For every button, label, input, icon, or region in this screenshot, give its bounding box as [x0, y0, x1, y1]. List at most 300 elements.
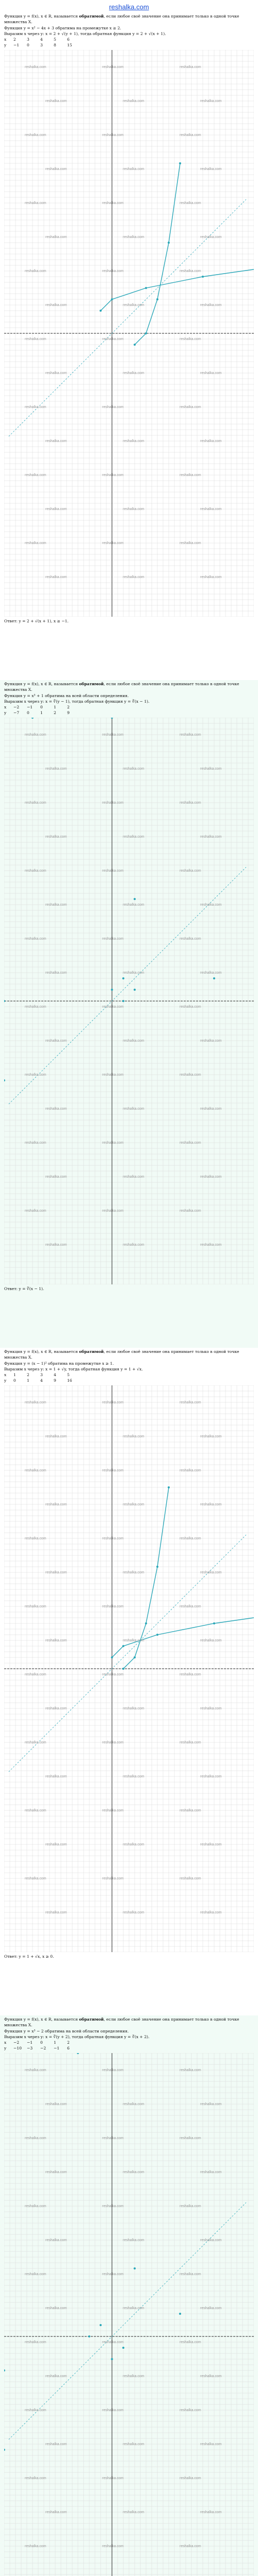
value-table-row: [4, 2040, 254, 2045]
watermark: reshalka.com: [25, 133, 46, 137]
value-table-cell: −2: [13, 705, 20, 709]
watermark: reshalka.com: [102, 1673, 124, 1676]
problem-block: [0, 680, 258, 1348]
watermark: reshalka.com: [102, 2409, 124, 2412]
watermark: reshalka.com: [102, 133, 124, 137]
definition-tail: , если любое своё значение она принимает только в одной точке множества X.: [4, 682, 239, 692]
watermark: reshalka.com: [25, 2273, 46, 2276]
watermark: reshalka.com: [45, 371, 67, 375]
watermark: reshalka.com: [45, 767, 67, 771]
definition-tail: , если любое своё значение она принимает только в одной точке множества X.: [4, 2017, 239, 2027]
watermark: reshalka.com: [200, 167, 222, 171]
watermark: reshalka.com: [45, 2239, 67, 2242]
watermark: reshalka.com: [102, 869, 124, 873]
watermark: reshalka.com: [25, 2545, 46, 2548]
function-graph: [4, 718, 254, 1284]
watermark: reshalka.com: [123, 2307, 144, 2310]
watermark: reshalka.com: [45, 835, 67, 839]
watermark: reshalka.com: [25, 1809, 46, 1812]
watermark: reshalka.com: [102, 473, 124, 477]
watermark: reshalka.com: [25, 1537, 46, 1540]
watermark: reshalka.com: [180, 405, 201, 409]
watermark: reshalka.com: [123, 303, 144, 307]
solution-line2: Выразим x через y: x = 1 + √y, тогда обратная функция y = 1 + √x.: [4, 1366, 143, 1371]
value-table-cell: 1: [54, 705, 56, 709]
watermark: reshalka.com: [200, 235, 222, 239]
value-table-cell: −1: [54, 2046, 60, 2050]
curve-point: [111, 989, 113, 991]
watermark: reshalka.com: [180, 133, 201, 137]
value-table-row: [4, 2046, 254, 2051]
curve-point: [134, 2267, 136, 2269]
watermark: reshalka.com: [180, 2069, 201, 2072]
watermark: reshalka.com: [123, 1843, 144, 1846]
watermark: reshalka.com: [25, 1741, 46, 1744]
value-table-cell: −3: [27, 2046, 33, 2050]
watermark: reshalka.com: [25, 405, 46, 409]
watermark: reshalka.com: [200, 1911, 222, 1914]
watermark: reshalka.com: [25, 937, 46, 941]
graph-canvas: [4, 2053, 254, 2576]
curve-point: [4, 1079, 5, 1081]
curve-point: [202, 276, 204, 278]
value-table-row: [4, 37, 254, 42]
curve-point: [88, 2335, 90, 2337]
watermark: reshalka.com: [200, 2239, 222, 2242]
value-table-cell: 0: [40, 2040, 43, 2045]
watermark: reshalka.com: [45, 235, 67, 239]
symmetry-line: [9, 2202, 246, 2439]
curve-point: [156, 298, 158, 300]
watermark: reshalka.com: [123, 1571, 144, 1574]
value-table-cell: 9: [54, 1378, 56, 1383]
watermark: reshalka.com: [102, 2137, 124, 2140]
definition-lead: Функция y = f(x), x ∈ R, называется: [4, 1349, 78, 1354]
solution-line1: Функция y = x³ + 1 обратима на всей области определения.: [4, 693, 129, 698]
value-table-cell: −1: [27, 705, 33, 709]
watermark: reshalka.com: [25, 801, 46, 805]
definition-term: обратимой: [79, 2017, 104, 2022]
definition-text: [4, 14, 254, 25]
curve-point: [4, 2449, 5, 2451]
watermark: reshalka.com: [200, 99, 222, 103]
watermark: reshalka.com: [45, 1707, 67, 1710]
value-table-cell: 15: [67, 43, 72, 47]
watermark: reshalka.com: [102, 1809, 124, 1812]
definition-tail: , если любое своё значение она принимает только в одной точке множества X.: [4, 1349, 239, 1360]
watermark: reshalka.com: [25, 2137, 46, 2140]
value-table-cell: 4: [40, 37, 43, 42]
value-table-cell: 16: [67, 1378, 72, 1383]
curve-point: [111, 718, 113, 719]
watermark: reshalka.com: [180, 2205, 201, 2208]
watermark: reshalka.com: [45, 2375, 67, 2378]
watermark: reshalka.com: [200, 2307, 222, 2310]
watermark: reshalka.com: [45, 2511, 67, 2514]
curve-point: [122, 1000, 124, 1002]
definition-text: [4, 1349, 254, 1360]
definition-text: [4, 2017, 254, 2028]
value-table-cell: 1: [13, 1372, 16, 1377]
watermark: reshalka.com: [102, 541, 124, 545]
value-table-cell: 2: [54, 710, 56, 715]
watermark: reshalka.com: [25, 337, 46, 341]
watermark: reshalka.com: [102, 2205, 124, 2208]
value-table-cell: 8: [54, 43, 56, 47]
value-table-cell: 4: [40, 1378, 43, 1383]
value-table-cell: 2: [67, 2040, 70, 2045]
watermark: reshalka.com: [180, 869, 201, 873]
curve-point: [213, 1622, 215, 1624]
watermark: reshalka.com: [200, 1503, 222, 1506]
watermark: reshalka.com: [123, 835, 144, 839]
value-table-row: [4, 710, 254, 716]
answer-text: Ответ: y = 1 + √x, x ≥ 0.: [4, 1954, 54, 1959]
watermark: reshalka.com: [45, 2171, 67, 2174]
watermark: reshalka.com: [25, 733, 46, 737]
watermark: reshalka.com: [102, 1401, 124, 1404]
value-table-row: [4, 1372, 254, 1378]
watermark: reshalka.com: [25, 1209, 46, 1213]
curve-point: [111, 1656, 113, 1658]
value-table-cell: −7: [13, 710, 20, 715]
problem-block: [0, 1348, 258, 2015]
curve-point: [122, 1645, 124, 1647]
value-table-row: [4, 705, 254, 710]
watermark: reshalka.com: [123, 1175, 144, 1179]
watermark: reshalka.com: [102, 733, 124, 737]
watermark: reshalka.com: [180, 1673, 201, 1676]
watermark: reshalka.com: [123, 99, 144, 103]
value-table-cell: 9: [67, 710, 70, 715]
site-link[interactable]: reshalka.com: [109, 3, 149, 11]
value-table-cell: 3: [27, 37, 29, 42]
value-table-cell: 5: [67, 1372, 70, 1377]
watermark: reshalka.com: [180, 541, 201, 545]
curve-point: [31, 718, 34, 719]
watermark: reshalka.com: [102, 1741, 124, 1744]
curve-point: [111, 298, 113, 300]
watermark: reshalka.com: [102, 1073, 124, 1077]
watermark: reshalka.com: [180, 2545, 201, 2548]
watermark: reshalka.com: [180, 337, 201, 341]
curve-point: [168, 242, 170, 244]
value-table-head: x: [4, 37, 7, 42]
watermark: reshalka.com: [25, 1005, 46, 1009]
watermark: reshalka.com: [123, 1243, 144, 1247]
watermark: reshalka.com: [45, 507, 67, 511]
value-table-cell: 2: [67, 705, 70, 709]
curve-point: [156, 1566, 158, 1568]
curve-point: [100, 310, 102, 312]
watermark: reshalka.com: [200, 1039, 222, 1043]
watermark: reshalka.com: [180, 1877, 201, 1880]
definition-lead: Функция y = f(x), x ∈ R, называется: [4, 682, 78, 686]
watermark: reshalka.com: [45, 903, 67, 907]
watermark: reshalka.com: [180, 2137, 201, 2140]
value-table-cell: 6: [67, 37, 70, 42]
value-table-head: y: [4, 2046, 7, 2050]
watermark: reshalka.com: [123, 1775, 144, 1778]
watermark: reshalka.com: [180, 2477, 201, 2480]
watermark: reshalka.com: [25, 473, 46, 477]
watermark: reshalka.com: [123, 2239, 144, 2242]
answer-text: Ответ: y = ∛(x − 1).: [4, 1286, 44, 1291]
watermark: reshalka.com: [180, 733, 201, 737]
watermark: reshalka.com: [102, 1537, 124, 1540]
solution-line2: Выразим x через y: x = 2 + √(y + 1), тогда обратная функция y = 2 + √(x + 1).: [4, 31, 166, 36]
watermark: reshalka.com: [25, 269, 46, 273]
watermark: reshalka.com: [200, 1435, 222, 1438]
symmetry-line: [9, 867, 246, 1104]
watermark: reshalka.com: [25, 65, 46, 69]
watermark: reshalka.com: [45, 99, 67, 103]
watermark: reshalka.com: [200, 2103, 222, 2106]
value-table-cell: 2: [27, 1372, 29, 1377]
watermark: reshalka.com: [25, 201, 46, 205]
watermark: reshalka.com: [180, 1809, 201, 1812]
curve-point: [4, 2369, 5, 2371]
definition-text: [4, 682, 254, 692]
watermark: reshalka.com: [200, 1107, 222, 1111]
watermark: reshalka.com: [200, 507, 222, 511]
watermark: reshalka.com: [102, 1141, 124, 1145]
watermark: reshalka.com: [45, 2443, 67, 2446]
watermark: reshalka.com: [45, 1775, 67, 1778]
watermark: reshalka.com: [25, 2409, 46, 2412]
watermark: reshalka.com: [123, 2103, 144, 2106]
watermark: reshalka.com: [102, 1005, 124, 1009]
value-table-cell: 1: [54, 2040, 56, 2045]
value-table-cell: −10: [13, 2046, 22, 2050]
curve-point: [122, 2347, 124, 2349]
watermark: reshalka.com: [45, 2103, 67, 2106]
watermark: reshalka.com: [45, 971, 67, 975]
watermark: reshalka.com: [102, 65, 124, 69]
curve-point: [134, 1656, 136, 1658]
watermark: reshalka.com: [45, 575, 67, 579]
watermark: reshalka.com: [102, 405, 124, 409]
solution-line1: Функция y = x² − 4x + 3 обратима на промежутке x ≥ 2.: [4, 26, 121, 30]
watermark: reshalka.com: [102, 1209, 124, 1213]
curve-point: [179, 162, 181, 164]
watermark: reshalka.com: [200, 903, 222, 907]
value-table-cell: 6: [67, 2046, 70, 2050]
watermark: reshalka.com: [180, 1073, 201, 1077]
watermark: reshalka.com: [45, 1039, 67, 1043]
watermark: reshalka.com: [200, 2511, 222, 2514]
watermark: reshalka.com: [180, 801, 201, 805]
watermark: reshalka.com: [180, 1537, 201, 1540]
definition-term: обратимой: [79, 14, 104, 19]
value-table-cell: 3: [40, 43, 43, 47]
problem-block: [0, 12, 258, 680]
value-table-head: y: [4, 43, 7, 47]
watermark: reshalka.com: [123, 371, 144, 375]
answer-text: Ответ: y = 2 + √(x + 1), x ≥ −1.: [4, 619, 69, 623]
value-table-cell: 3: [40, 1372, 43, 1377]
watermark: reshalka.com: [25, 2341, 46, 2344]
watermark: reshalka.com: [123, 1107, 144, 1111]
watermark: reshalka.com: [200, 1775, 222, 1778]
definition-lead: Функция y = f(x), x ∈ R, называется: [4, 14, 78, 19]
solution-line1: Функция y = (x − 1)² обратима на промежутке x ≥ 1.: [4, 1361, 114, 1366]
value-table-head: y: [4, 710, 7, 715]
watermark: reshalka.com: [123, 1435, 144, 1438]
watermark: reshalka.com: [200, 835, 222, 839]
value-table-cell: 2: [13, 37, 16, 42]
curve-point: [122, 1668, 124, 1670]
symmetry-line: [9, 199, 246, 436]
value-table-cell: 1: [27, 1378, 29, 1383]
value-table-cell: −2: [40, 2046, 46, 2050]
watermark: reshalka.com: [200, 1571, 222, 1574]
watermark: reshalka.com: [123, 575, 144, 579]
curve-point: [134, 989, 136, 991]
watermark: reshalka.com: [123, 2375, 144, 2378]
watermark: reshalka.com: [123, 1039, 144, 1043]
watermark: reshalka.com: [102, 937, 124, 941]
value-table-head: y: [4, 1378, 7, 1383]
definition-lead: Функция y = f(x), x ∈ R, называется: [4, 2017, 78, 2022]
watermark: reshalka.com: [200, 767, 222, 771]
curve-point: [168, 1486, 170, 1488]
watermark: reshalka.com: [180, 1741, 201, 1744]
watermark: reshalka.com: [200, 1243, 222, 1247]
watermark: reshalka.com: [45, 1243, 67, 1247]
symmetry-line: [9, 1535, 246, 1772]
value-table-cell: 0: [40, 705, 43, 709]
watermark: reshalka.com: [102, 2545, 124, 2548]
curve-point: [213, 977, 215, 979]
value-table-head: x: [4, 2040, 7, 2045]
watermark: reshalka.com: [200, 575, 222, 579]
watermark: reshalka.com: [200, 1175, 222, 1179]
watermark: reshalka.com: [123, 167, 144, 171]
watermark: reshalka.com: [200, 371, 222, 375]
watermark: reshalka.com: [102, 337, 124, 341]
watermark: reshalka.com: [45, 167, 67, 171]
value-table-cell: −2: [13, 2040, 20, 2045]
curve-point: [145, 332, 147, 334]
curve-point: [134, 344, 136, 346]
watermark: reshalka.com: [45, 1435, 67, 1438]
watermark: reshalka.com: [123, 1639, 144, 1642]
value-table-head: x: [4, 705, 7, 709]
watermark: reshalka.com: [180, 1469, 201, 1472]
watermark: reshalka.com: [102, 2477, 124, 2480]
value-table-cell: −1: [13, 43, 20, 47]
watermark: reshalka.com: [200, 1639, 222, 1642]
watermark: reshalka.com: [45, 1503, 67, 1506]
watermark: reshalka.com: [102, 801, 124, 805]
watermark: reshalka.com: [25, 2069, 46, 2072]
watermark: reshalka.com: [102, 201, 124, 205]
curve-point: [100, 2324, 102, 2326]
watermark: reshalka.com: [123, 507, 144, 511]
watermark: reshalka.com: [123, 2443, 144, 2446]
watermark: reshalka.com: [123, 767, 144, 771]
watermark: reshalka.com: [25, 1673, 46, 1676]
function-graph: [4, 2053, 254, 2576]
value-table-cell: 0: [27, 43, 29, 47]
curve-point: [111, 2358, 113, 2360]
value-table-cell: −1: [27, 2040, 33, 2045]
watermark: reshalka.com: [45, 1107, 67, 1111]
solution-line2: Выразим x через y: x = ∛(y − 1), тогда обратная функция y = ∛(x − 1).: [4, 699, 150, 704]
value-table-head: x: [4, 1372, 7, 1377]
watermark: reshalka.com: [45, 2307, 67, 2310]
watermark: reshalka.com: [25, 1141, 46, 1145]
watermark: reshalka.com: [25, 869, 46, 873]
watermark: reshalka.com: [200, 2171, 222, 2174]
watermark: reshalka.com: [25, 1877, 46, 1880]
watermark: reshalka.com: [180, 2273, 201, 2276]
watermark: reshalka.com: [45, 439, 67, 443]
watermark: reshalka.com: [25, 1605, 46, 1608]
watermark: reshalka.com: [25, 1469, 46, 1472]
value-table-cell: 4: [54, 1372, 56, 1377]
watermark: reshalka.com: [123, 2511, 144, 2514]
curve-point: [156, 1634, 158, 1636]
curve-point: [145, 287, 147, 289]
definition-tail: , если любое своё значение она принимает только в одной точке множества X.: [4, 14, 239, 24]
watermark: reshalka.com: [200, 303, 222, 307]
watermark: reshalka.com: [45, 1175, 67, 1179]
watermark: reshalka.com: [123, 1911, 144, 1914]
watermark: reshalka.com: [123, 2171, 144, 2174]
watermark: reshalka.com: [123, 903, 144, 907]
watermark: reshalka.com: [45, 1911, 67, 1914]
watermark: reshalka.com: [25, 2205, 46, 2208]
watermark: reshalka.com: [180, 1401, 201, 1404]
value-table-cell: 0: [27, 710, 29, 715]
watermark: reshalka.com: [102, 2069, 124, 2072]
value-table-cell: 1: [40, 710, 43, 715]
watermark: reshalka.com: [200, 2375, 222, 2378]
watermark: reshalka.com: [45, 1843, 67, 1846]
watermark: reshalka.com: [180, 1605, 201, 1608]
function-graph: [4, 50, 254, 617]
watermark: reshalka.com: [102, 1877, 124, 1880]
watermark: reshalka.com: [102, 1469, 124, 1472]
curve-point: [122, 977, 124, 979]
watermark: reshalka.com: [123, 439, 144, 443]
curve-point: [134, 898, 136, 900]
watermark: reshalka.com: [200, 1707, 222, 1710]
value-table-cell: 5: [54, 37, 56, 42]
watermark: reshalka.com: [123, 1503, 144, 1506]
watermark: reshalka.com: [200, 2443, 222, 2446]
watermark: reshalka.com: [180, 2341, 201, 2344]
watermark: reshalka.com: [180, 1209, 201, 1213]
watermark: reshalka.com: [200, 971, 222, 975]
watermark: reshalka.com: [25, 541, 46, 545]
watermark: reshalka.com: [180, 1141, 201, 1145]
watermark: reshalka.com: [180, 2409, 201, 2412]
curve-point: [145, 1622, 147, 1624]
watermark: reshalka.com: [200, 1843, 222, 1846]
watermark: reshalka.com: [180, 1005, 201, 1009]
value-table-row: [4, 1378, 254, 1383]
watermark: reshalka.com: [25, 1073, 46, 1077]
solution-line2: Выразим x через y: x = ∛(y + 2), тогда обратная функция y = ∛(x + 2).: [4, 2034, 150, 2039]
watermark: reshalka.com: [102, 269, 124, 273]
watermark: reshalka.com: [123, 1707, 144, 1710]
value-table-row: [4, 43, 254, 48]
curve-point: [179, 2313, 181, 2315]
watermark: reshalka.com: [123, 971, 144, 975]
